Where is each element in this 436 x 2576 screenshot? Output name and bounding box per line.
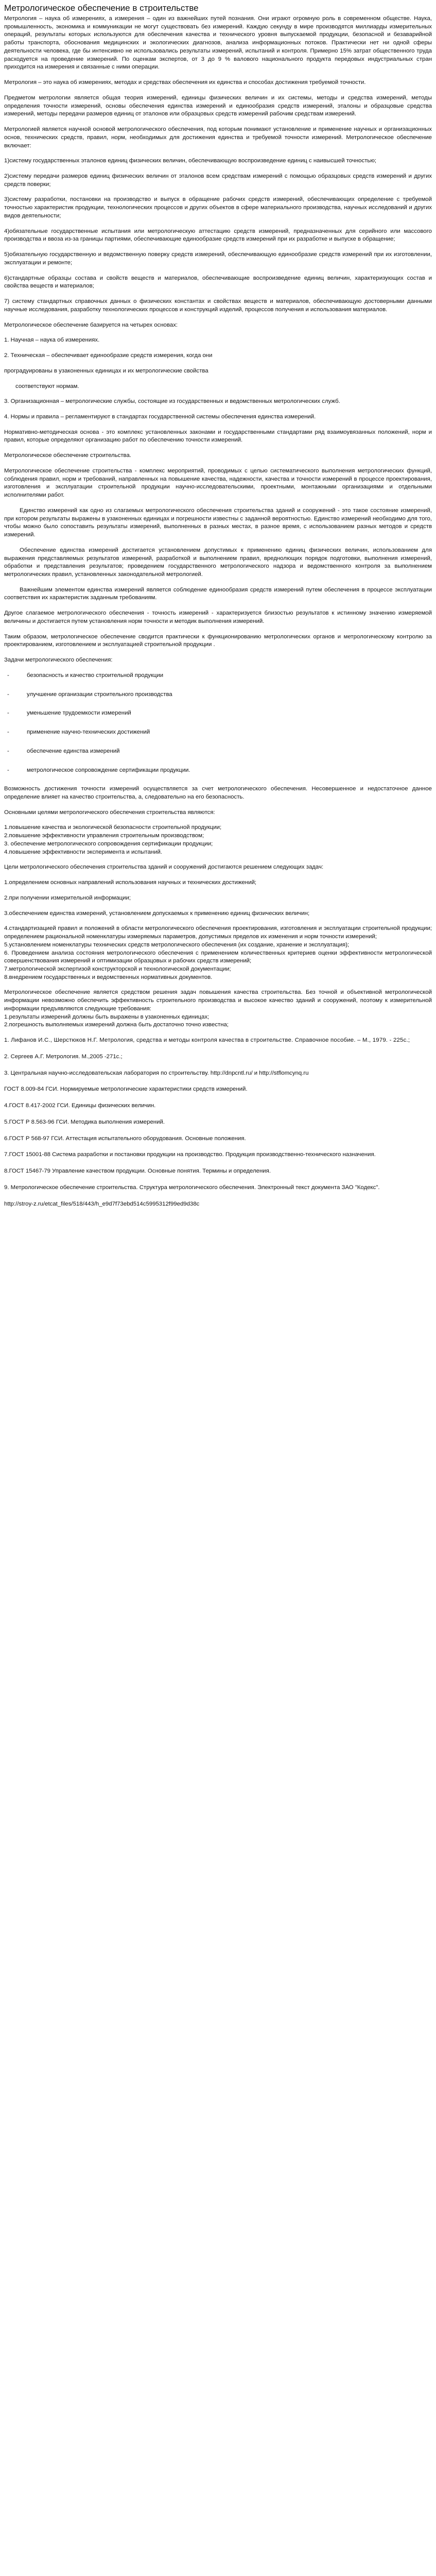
normative-basis-paragraph: Нормативно-методическая основа - это комплекс установленных законами и государственными стандартами ряд взаимоувязанных положений, норм и правил, которые определяют организацию работ по обеспечению точности измерений. [4,429,432,444]
bullet-icon: - [7,729,9,736]
list-item: соответствуют нормам. [15,383,79,389]
possibility-paragraph: Возможность достижения точности измерений осуществляется за счет метрологического обеспечения. Несовершенное и недостаточное данное определение влияет на качество строительства, а, следовательно на его безопасность. [4,786,432,800]
list-item: - уменьшение трудоемкости измерений [4,709,432,718]
list-item: 2)систему передачи размеров единиц физических величин от эталонов всем средствам измерений с помощью образцовых средств измерений и других средств поверки; [4,173,432,188]
list-item: 4. Нормы и правила – регламентируют в стандартах государственной системы обеспечения единства измерений. [4,413,316,420]
goals-list [4,824,432,856]
unity-paragraph: Единство измерений как одно из слагаемых метрологического обеспечения строительства зданий и сооружений - это такое состояние измерений, при котором результаты выражены в узаконенных единицах и погрешности известны с заданной вероятностью. Единство измерений необходимо для того, чтобы можно было сопоставить результаты измерений, выполненных в разных местах, в разное время, с использованием разных методов и средств измерений. [4,507,432,538]
metrology-subject-paragraph: Предметом метрологии является общая теория измерений, единицы физических величин и их системы, методы и средства измерений, методы определения точности измерений, основы обеспечения единства измерений и единообразия средств измерений, эталоны и образцовые средства измерений, методы передачи размеров единиц от эталонов или образцовых средств измерений рабочим средствам измерений. [4,94,432,117]
means-heading: Цели метрологического обеспечения строительства зданий и сооружений достигаются решением следующих задач: [4,864,324,871]
page-title: Метрологическое обеспечение в строительстве [4,3,199,13]
list-item: 4.повышение эффективности эксперимента и испытаний. [4,849,162,855]
intro-paragraph: Метрология – наука об измерениях, а измерения – один из важнейших путей познания. Они играют огромную роль в современном обществе. Наука, промышленность, экономика и коммуникации не могут существовать без измерений. Каждую секунду в мире производятся миллиарды измерительных операций, результаты которых используются для обеспечения качества и технического уровня выпускаемой продукции, безопасной и безаварийной работы транспорта, обоснования медицинских и экологических диагнозов, анализа информационных потоков. Практически нет ни одной сферы деятельности человека, где бы интенсивно не использовались результаты измерений, испытаний и контроля. Примерно 15% затрат общественного труда расходуется на проведение измерений. По оценкам экспертов, от 3 до 9 % валового национального продукта передовых индустриальных стран приходится на измерения и связанные с ними операции. [4,15,432,71]
list-item: 2.погрешность выполняемых измерений должна быть достаточно точно известна; [4,1022,229,1028]
tasks-heading: Задачи метрологического обеспечения: [4,657,113,664]
reference-item: 9. Метрологическое обеспечение строительства. Структура метрологического обеспечения. Электронный текст документа ЗАО "Кодекс". [4,1184,380,1191]
reference-item: 7.ГОСТ 15001-88 Система разработки и постановки продукции на производство. Продукция производственно-технического назначения. [4,1151,376,1158]
list-item: 5)обязательную государственную и ведомственную поверку средств измерений, обеспечивающую единообразие средств измерений при их изготовлении, эксплуатации и ремонте; [4,251,432,266]
list-item: 4.стандартизацией правил и положений в области метрологического обеспечения проектирования, изготовления и эксплуатации строительной продукции; определением рациональной номенклатуры измеряемых параметров, допустимых пределов их изменения и норм точности измерений; [4,925,432,940]
bullet-icon: - [7,748,9,754]
reference-item: 1. Лифанов И.С., Шерстюков Н.Г. Метрология, средства и методы контроля качества в строительстве. Справочное пособие. – М., 1979. - 225с.; [4,1037,410,1044]
bullet-icon: - [7,710,9,717]
accuracy-paragraph: Другое слагаемое метрологического обеспечения - точность измерений - характеризуется близостью результатов к истинному значению измеряемой величины и достигается путем установления норм точности и методик выполнения измерений. [4,610,432,624]
metrology-definition-paragraph: Метрология – это наука об измерениях, методах и средствах обеспечения их единства и способах достижения требуемой точности. [4,79,366,86]
list-item: - улучшение организации строительного производства [4,691,432,699]
bullet-icon: - [7,767,9,773]
list-item: 3)систему разработки, постановки на производство и выпуск в обращение рабочих средств измерений, обеспечивающих определение с требуемой точностью характеристик продукции, технологических процессов и других объектов в сфере материального производства, научных исследований и других видов деятельности; [4,196,432,219]
tasks-list [4,672,432,774]
four-bases-list [4,336,432,421]
list-item: 2.при получении измерительной информации; [4,894,131,901]
source-url: http://stroy-z.ru/etcat_files/518/443/h_e9d7f73ebd514c5995312f99ed9d38c [4,1200,200,1207]
four-bases-heading: Метрологическое обеспечение базируется на четырех основах: [4,321,178,328]
list-item: 1.повышение качества и экологической безопасности строительной продукции; [4,824,222,831]
reference-item: 2. Сергеев А.Г. Метрология. М.,2005 -271с.; [4,1053,123,1060]
reference-item: 4.ГОСТ 8.417-2002 ГСИ. Единицы физических величин. [4,1103,156,1109]
list-item: 6)стандартные образцы состава и свойств веществ и материалов, обеспечивающие воспроизведение единиц величин, характеризующих состав и свойства веществ и материалов; [4,275,432,290]
list-item: 3. обеспечение метрологического сопровождения сертификации продукции; [4,840,213,847]
construction-support-heading: Метрологическое обеспечение строительства. [4,452,131,459]
list-item: - безопасность и качество строительной продукции [4,672,432,680]
list-item: 1. Научная – наука об измерениях. [4,337,100,344]
list-item: 7) систему стандартных справочных данных о физических константах и свойствах веществ и материалов, обеспечивающую достоверными данными научные исследования, разработку технологических процессов и конструкций изделий, процессов получения и использования материалов. [4,298,432,313]
list-item: 1.результаты измерений должны быть выражены в узаконенных единицах; [4,1013,210,1020]
list-item: 3.обеспечением единства измерений, установлением допускаемых к применению единиц физических величин; [4,910,310,917]
document-page [0,0,436,1224]
reference-item: 5.ГОСТ Р 8.563-96 ГСИ. Методика выполнения измерений. [4,1118,165,1125]
means-list [4,879,432,981]
references-list [4,1037,432,1192]
list-item: 2.повышение эффективности управления строительным производством; [4,833,204,839]
list-item: 6. Проведением анализа состояния метрологического обеспечения с применением количественных критериев оценки эффективности метрологической совершенствования измерений и оптимизации образцовых и рабочих средств измерений; [4,950,432,964]
bullet-icon: - [7,691,9,698]
list-item: 1)систему государственных эталонов единиц физических величин, обеспечивающую воспроизведение единиц с наивысшей точностью; [4,158,377,164]
reference-item: ГОСТ 8.009-84 ГСИ. Нормируемые метрологические характеристики средств измерений. [4,1086,248,1093]
goals-heading: Основными целями метрологического обеспечения строительства являются: [4,809,215,816]
list-item: 1.определением основных направлений использования научных и технических достижений; [4,879,257,886]
list-item: 5.установлением номенклатуры технических средств метрологического обеспечения (их создание, хранение и эксплуатация); [4,941,350,948]
quality-paragraph: Метрологическое обеспечение является средством решения задач повышения качества строительства. Без точной и объективной метрологической информации невозможно обеспечить эффективность строительного производства и высокое качество зданий и сооружений, поэтому к измерительной информации предъявляются следующие требования: [4,989,432,1012]
conclusion-paragraph: Таким образом, метрологическое обеспечение сводится практически к функционированию метрологических органов и метрологическому контролю за проектированием, изготовлением и эксплуатацией строительной продукции . [4,633,432,648]
reference-item: 3. Центральная научно-исследовательская лаборатория по строительству. http://dnpcntl.ru/ и http://stflomcynq.ru [4,1070,309,1076]
support-list [4,157,432,314]
list-item: 8.внедрением государственных и ведомственных нормативных документов. [4,974,213,980]
list-item: - метрологическое сопровождение сертификации продукции. [4,767,432,775]
reference-item: 6.ГОСТ Р 568-97 ГСИ. Аттестация испытательного оборудования. Основные положения. [4,1135,246,1142]
list-item: - применение научно-технических достижений [4,728,432,737]
list-item: 4)обязательные государственные испытания или метрологическую аттестацию средств измерений, предназначенных для серийного или массового производства и ввоза из-за границы партиями, обеспечивающие единообразие средств измерений при их разработке и выпуске в обращение; [4,228,432,243]
list-item: 7.метрологической экспертизой конструкторской и технологической документации; [4,966,231,973]
construction-support-paragraph: Метрологическое обеспечение строительства - комплекс мероприятий, проводимых с целью систематического выполнения метрологических функций, соблюдения правил, норм и требований, направленных на повышение качества, надежности, качества и точности измерений в процессе проектирования, изготовления и эксплуатации строительной продукции научно-исследовательскими, проектными, монтажными организациями и отдельными исполнителями работ. [4,467,432,499]
requirements-list [4,1013,432,1029]
bullet-icon: - [7,672,9,679]
uniformity-paragraph: Важнейшим элементом единства измерений является соблюдение единообразия средств измерений путем обеспечения в процессе эксплуатации соответствия их характеристик заданным требованиям. [4,586,432,601]
achievement-paragraph: Обеспечение единства измерений достигается установлением допустимых к применению единиц физических величин, использованием для выражения представляемых результатов измерений, разработкой и выполнением правил, вреднолющих порядок подготовки, выполнения измерений, обработки и представления результатов; проведением государственного метрологического надзора и ведомственного контроля за выполнением метрологических правил, установленных законодательной метрологией. [4,547,432,578]
list-item: проградуированы в узаконенных единицах и их метрологические свойства [4,367,208,374]
list-item: 3. Организационная – метрологические службы, состоящие из государственных и ведомственных метрологических служб. [4,398,340,405]
list-item: - обеспечение единства измерений [4,748,432,756]
list-item: 2. Техническая – обеспечивает единообразие средств измерения, когда они [4,352,213,359]
metrological-support-paragraph: Метрологией является научной основой метрологического обеспечения, под которым понимают установление и применение научных и организационных основ, технических средств, правил, норм, необходимых для достижения единства и требуемой точности измерений. Метрологическое обеспечение включает: [4,126,432,149]
reference-item: 8.ГОСТ 15467-79 Управление качеством продукции. Основные понятия. Термины и определения. [4,1168,271,1175]
